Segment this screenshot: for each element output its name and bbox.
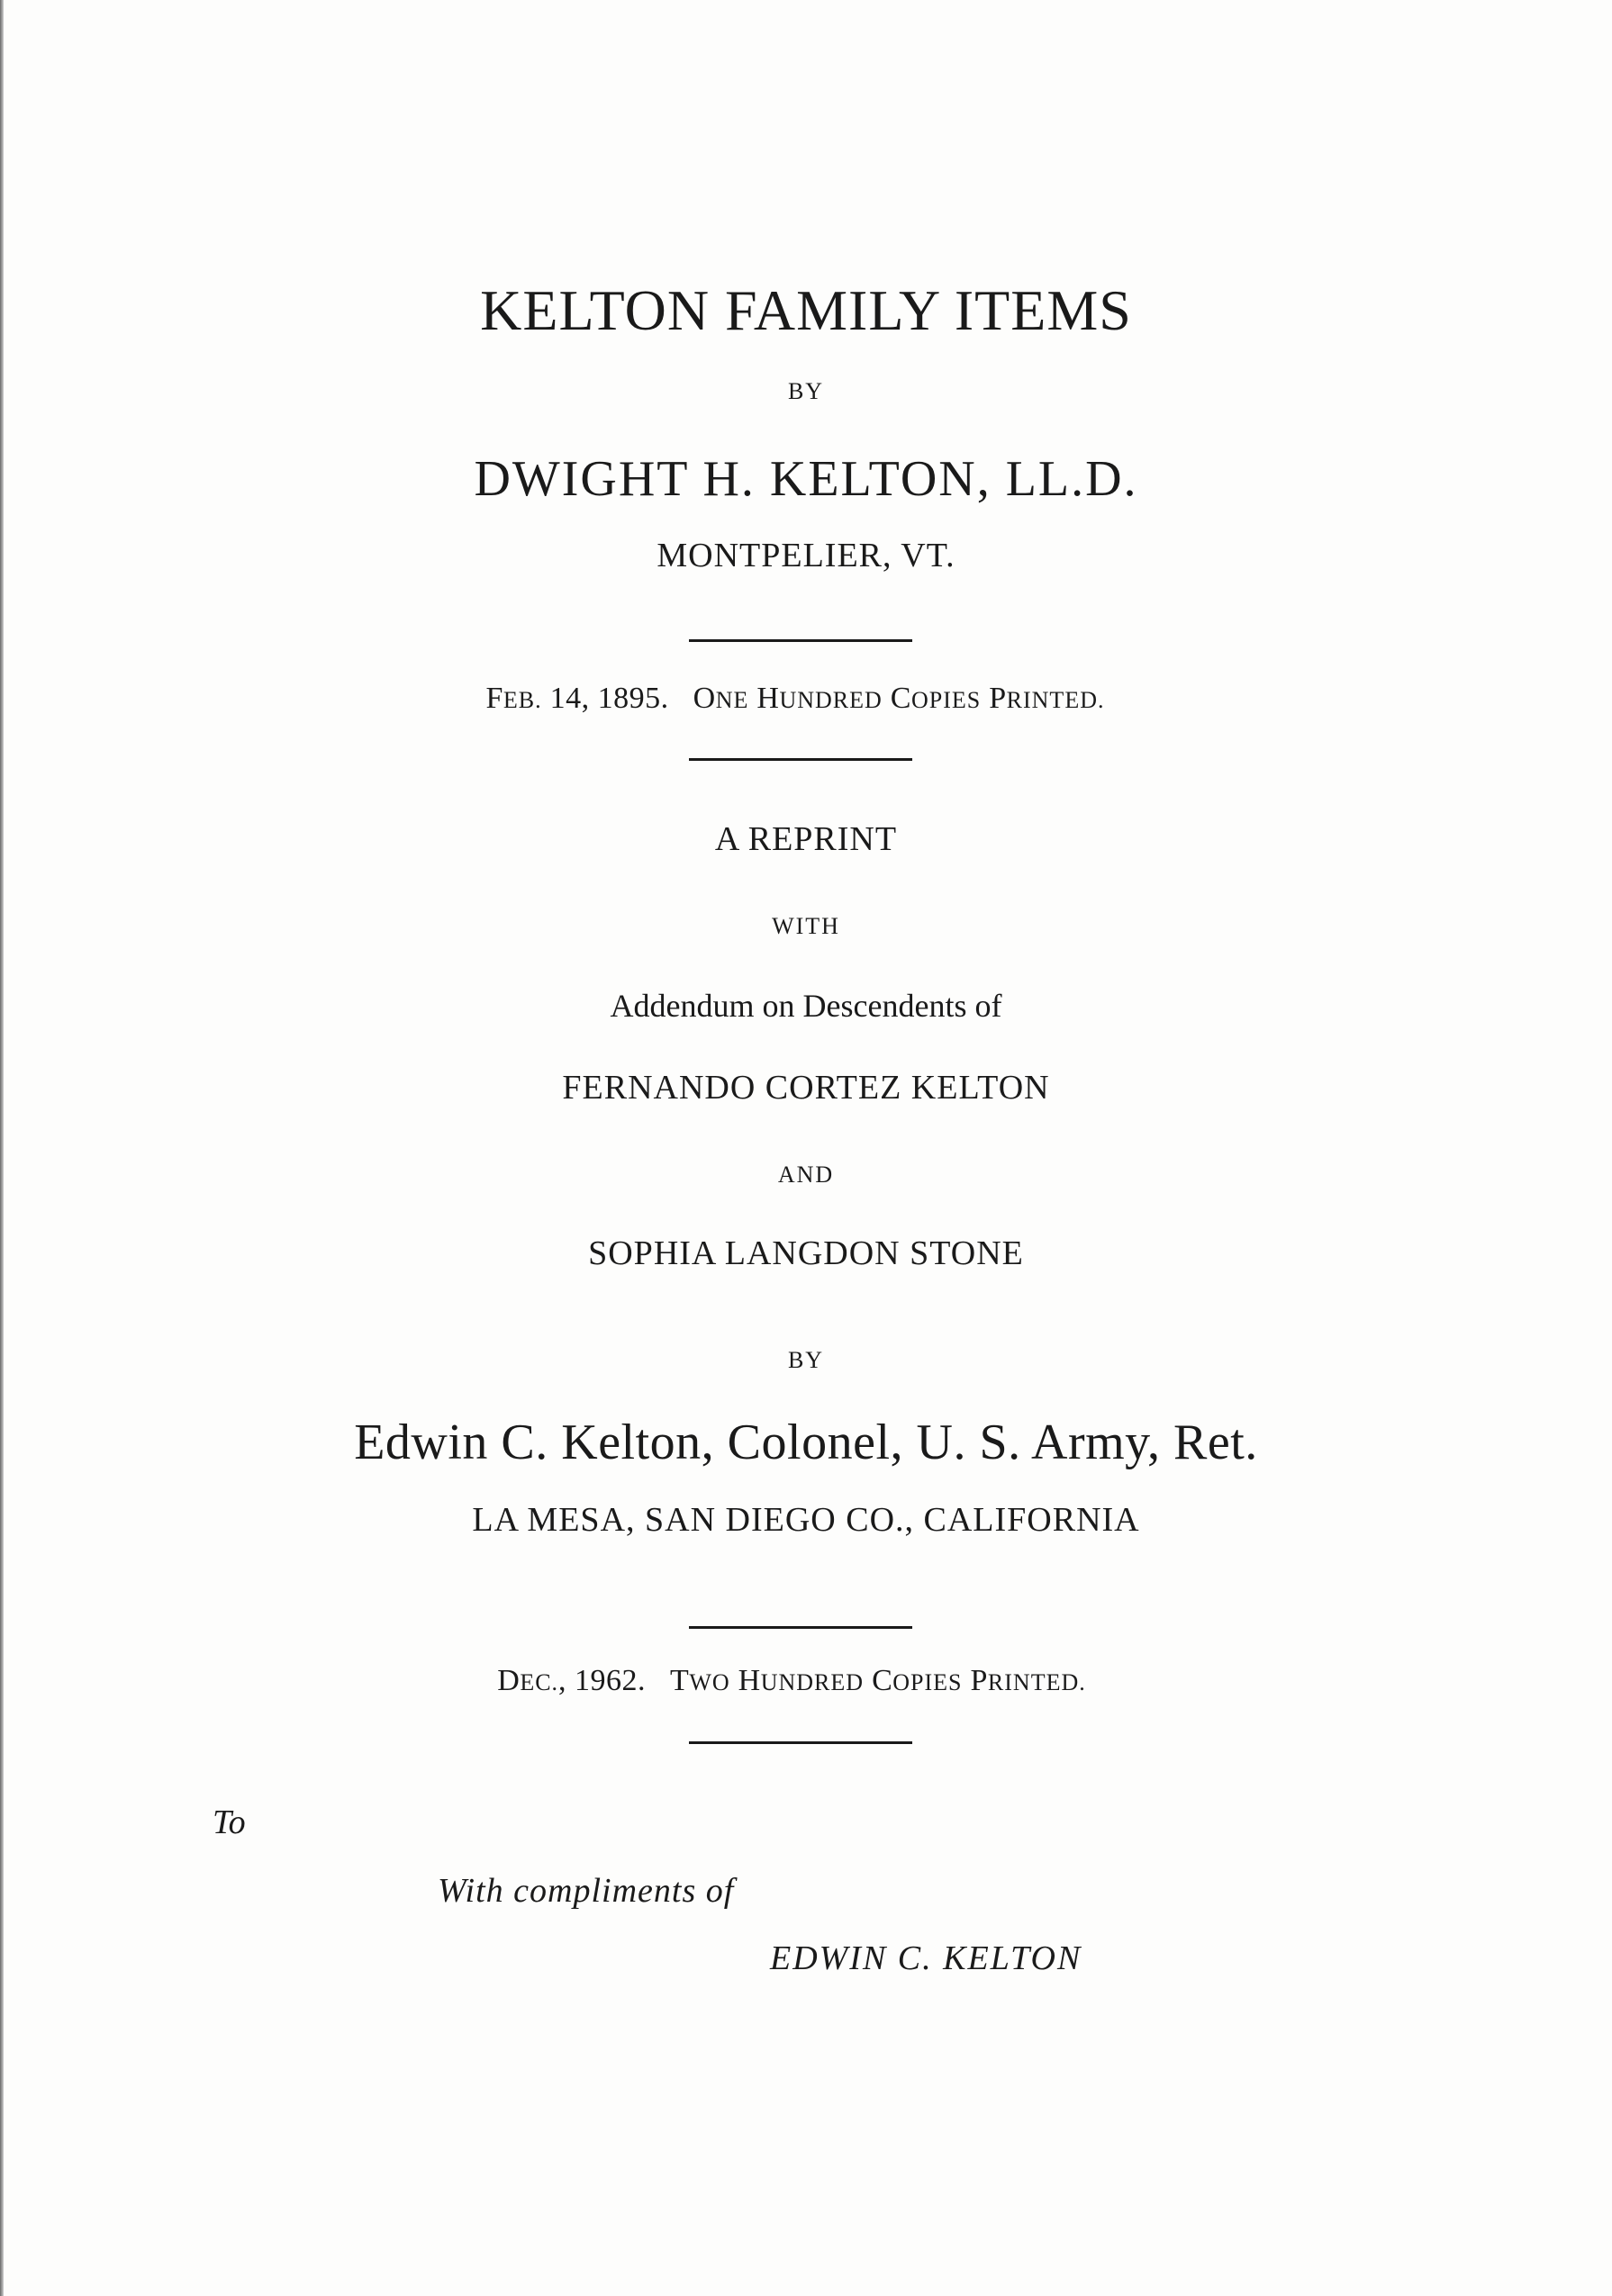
divider-rule-3 <box>689 1626 912 1629</box>
copies-word-initial: C <box>890 682 911 715</box>
reprint-author: Edwin C. Kelton, Colonel, U. S. Army, Ret. <box>354 1415 1258 1470</box>
copies-word-initial: P <box>970 1664 988 1697</box>
by-label-original: BY <box>787 378 825 404</box>
copies-word-rest: RINTED. <box>987 1669 1086 1695</box>
reprint-location: LA MESA, SAN DIEGO CO., CALIFORNIA <box>472 1501 1140 1539</box>
original-location: MONTPELIER, VT. <box>657 537 955 574</box>
by-label-reprint: BY <box>787 1347 825 1373</box>
copies-word-initial: O <box>693 682 716 715</box>
addendum-text: Addendum on Descendents of <box>610 988 1002 1024</box>
date-initial: D <box>497 1664 521 1697</box>
divider-rule-2 <box>689 758 912 761</box>
copies-word-rest: WO <box>689 1669 730 1695</box>
date-rest: EB. <box>503 687 542 713</box>
copies-word-initial: P <box>989 682 1007 715</box>
copies-word-rest: OPIES <box>892 1669 963 1695</box>
person-sophia: SOPHIA LANGDON STONE <box>588 1234 1024 1272</box>
date-tail: 14, 1895. <box>541 682 669 715</box>
copies-word-initial: T <box>670 1664 690 1697</box>
with-label: WITH <box>772 913 840 939</box>
to-label: To <box>213 1803 246 1841</box>
date-rest: EC. <box>520 1669 559 1695</box>
copies-word-rest: NE <box>715 687 749 713</box>
compliments-text: With compliments of <box>438 1872 735 1910</box>
original-printing-line <box>0 682 1601 716</box>
date-initial: F <box>485 682 503 715</box>
copies-word-initial: H <box>738 1664 761 1697</box>
divider-rule-1 <box>689 639 912 642</box>
and-label: AND <box>777 1162 835 1188</box>
copies-word-rest: UNDRED <box>760 1669 865 1695</box>
copies-word-rest: UNDRED <box>779 687 883 713</box>
copies-word-rest: OPIES <box>910 687 982 713</box>
copies-word-initial: C <box>872 1664 893 1697</box>
date-tail: , 1962. <box>558 1664 647 1697</box>
document-title: KELTON FAMILY ITEMS <box>480 278 1132 342</box>
reprint-heading: A REPRINT <box>714 820 898 858</box>
page-left-edge <box>0 0 4 2296</box>
signer-name: EDWIN C. KELTON <box>770 1939 1082 1977</box>
copies-word-initial: H <box>756 682 780 715</box>
original-author: DWIGHT H. KELTON, LL.D. <box>474 451 1138 507</box>
person-fernando: FERNANDO CORTEZ KELTON <box>562 1069 1050 1107</box>
reprint-printing-line <box>0 1664 1598 1698</box>
divider-rule-4 <box>689 1741 912 1744</box>
copies-word-rest: RINTED. <box>1006 687 1105 713</box>
